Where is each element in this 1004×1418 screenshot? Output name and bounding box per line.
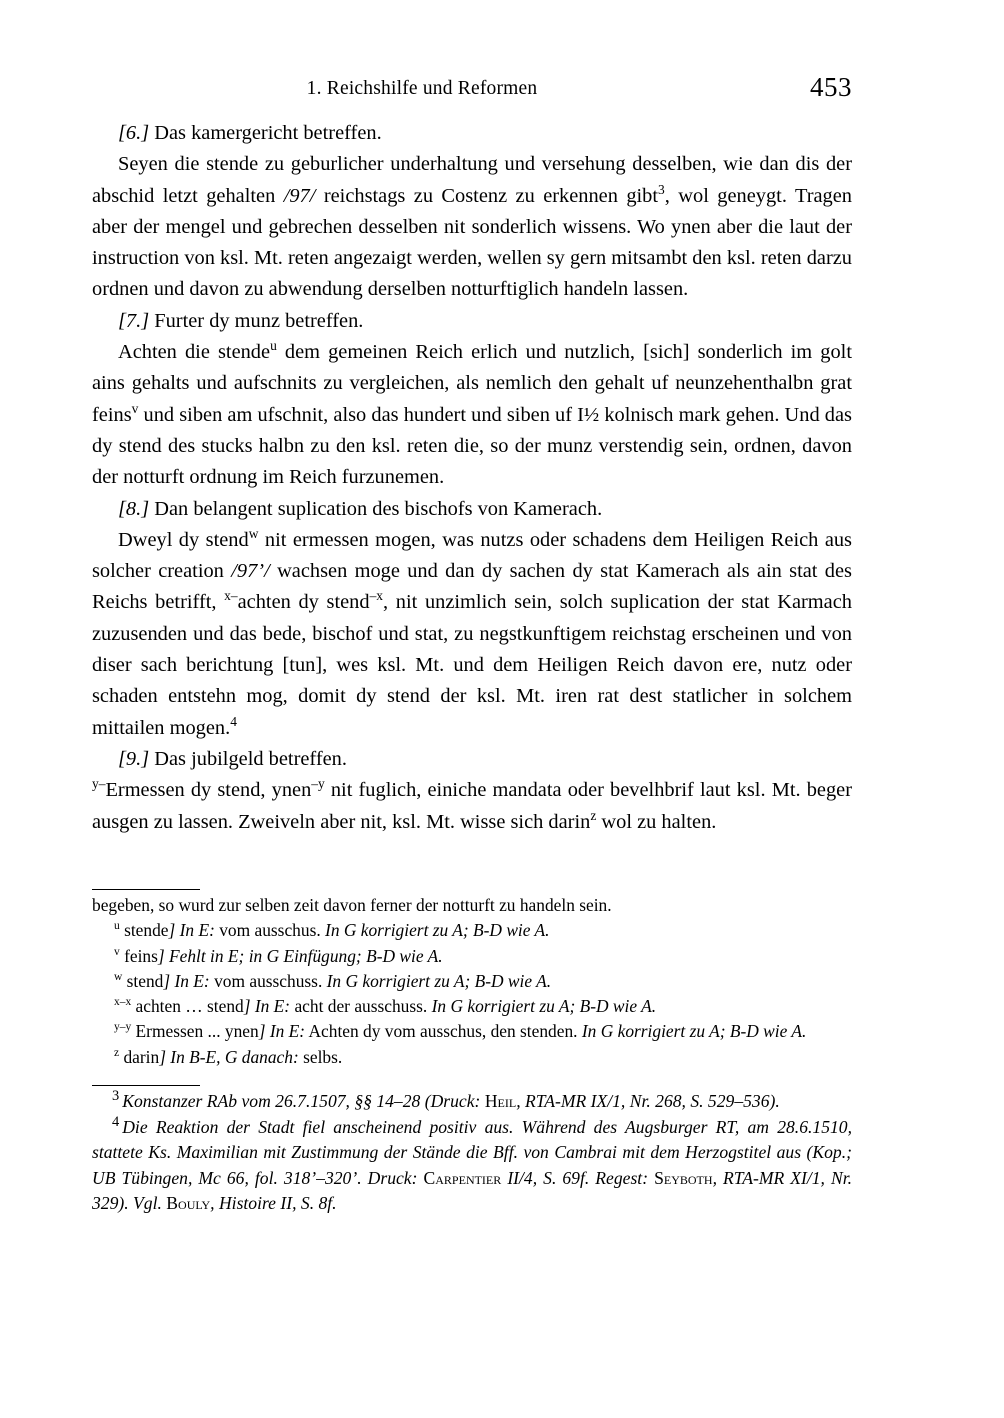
footnote-divider-rule	[92, 1085, 200, 1086]
running-title: 1. Reichshilfe und Reformen	[306, 78, 538, 99]
apparatus-entry: $^v$ feins] Fehlt in E; in G Einfügung; B-D wie A.	[114, 945, 443, 966]
paragraph-7-heading: [7.] Furter dy munz betreffen.	[118, 309, 364, 332]
paragraph-9-heading: [9.] Das jubilgeld betreffen.	[118, 747, 347, 770]
apparatus-divider-rule	[92, 889, 200, 890]
apparatus-entry: $^{y-y}$ Ermessen ... ynen] In E: Achten dy vom ausschus, den stenden. In G korrigiert zu A; B-D wie A.	[114, 1021, 807, 1042]
paragraph-6-heading: [6.] Das kamergericht betreffen.	[118, 122, 382, 144]
footnote-4	[92, 1115, 852, 1217]
critical-apparatus	[92, 893, 852, 1070]
apparatus-entry: $^u$ stende] In E: vom ausschus. In G korrigiert zu A; B-D wie A.	[114, 920, 550, 941]
apparatus-entry: $^w$ stend] In E: vom ausschuss. In G korrigiert zu A; B-D wie A.	[114, 970, 552, 991]
footnotes-block	[92, 1089, 852, 1217]
apparatus-entry: $^z$ darin] In B-E, G danach: selbs.	[114, 1046, 343, 1067]
footnote-3	[92, 1089, 852, 1115]
apparatus-entry: $^{x-x}$ achten … stend] In E: acht der ausschuss. In G korrigiert zu A; B-D wie A.	[114, 996, 657, 1017]
page-header	[92, 72, 852, 108]
main-text-column	[92, 118, 852, 838]
footnote-marker: 4	[112, 1113, 120, 1130]
paragraph-7-text: Achten die stende$^u$ dem gemeinen Reich erlich und nutzlich, [sich] sonderlich im golt ains gehalts und aufschnits zu vergleichen, als nemlich den gehalt uf neunzehenthalbn grat feins$^v$ und siben am ufschnit, also das hundert und siben uf I½ kolnisch mark gehen. Und das dy stend des stucks halbn zu den ksl. reten die, so der munz verstendig sein, ordnen, davon der notturft ordnung im Reich furzunemen.	[92, 338, 852, 489]
footnote-text: Die Reaktion der Stadt fiel anscheinend positiv aus. Während des Augsburger RT, am 28.6.1510, stattete Ks. Maximilian mit Zustimmung der Stände die Bff. von Cambrai mit dem Herzogstitel aus (Kop.; UB Tübingen, Mc 66, fol. 318’–320’. Druck: Carpentier II/4, S. 69f. Regest: Seyboth, RTA-MR XI/1, Nr. 329). Vgl. Bouly, Histoire II, S. 8f.	[92, 1116, 853, 1214]
paragraph-6-text: Seyen die stende zu geburlicher underhaltung und versehung desselben, wie dan dis der abschid letzt gehalten /97/ reichstags zu Costenz zu erkennen gibt$^3$, wol geneygt. Tragen aber der mengel und gebrechen desselben nit sonderlich wissens. Wo ynen aber die laut der instruction von ksl. Mt. reten angezaigt werden, wellen sy gern mitsambt den ksl. reten darzu ordnen und davon zu abwendung derselben notturftiglich handeln lassen.	[92, 153, 852, 301]
apparatus-catchline: begeben, so wurd zur selben zeit davon ferner der notturft zu handeln sein.	[92, 895, 612, 915]
footnote-marker: 3	[112, 1088, 120, 1105]
paragraph-8-text: Dweyl dy stend$^w$ nit ermessen mogen, was nutzs oder schadens dem Heiligen Reich aus solcher creation /97’/ wachsen moge und dan dy sachen dy stat Kamerach als ain stat des Reichs betrifft, $^{x-}$achten dy stend$^{-x}$, nit unzimlich sein, solch suplication der stat Karmach zuzusenden und das bede, bischof und stat, zu negstkunftigem reichstag erscheinen und von diser sach berichtung [tun], wes ksl. Mt. und dem Heiligen Reich davon ere, nutz oder schaden entstehn mog, domit dy stend der ksl. Mt. iren rat dest statlicher in solchem mittailen mogen.$^4$	[92, 526, 852, 739]
footnote-text: Konstanzer RAb vom 26.7.1507, §§ 14–28 (Druck: Heil, RTA-MR IX/1, Nr. 268, S. 529–536).	[122, 1091, 780, 1111]
paragraph-9-text: $^{y-}$Ermessen dy stend, ynen$^{-y}$ nit fuglich, einiche mandata oder bevelhbrif laut ksl. Mt. beger ausgen zu lassen. Zweiveln aber nit, ksl. Mt. wisse sich darin$^z$ wol zu halten.	[92, 776, 852, 833]
page-number: 453	[810, 72, 852, 102]
paragraph-8-heading: [8.] Dan belangent suplication des bischofs von Kamerach.	[118, 497, 603, 520]
